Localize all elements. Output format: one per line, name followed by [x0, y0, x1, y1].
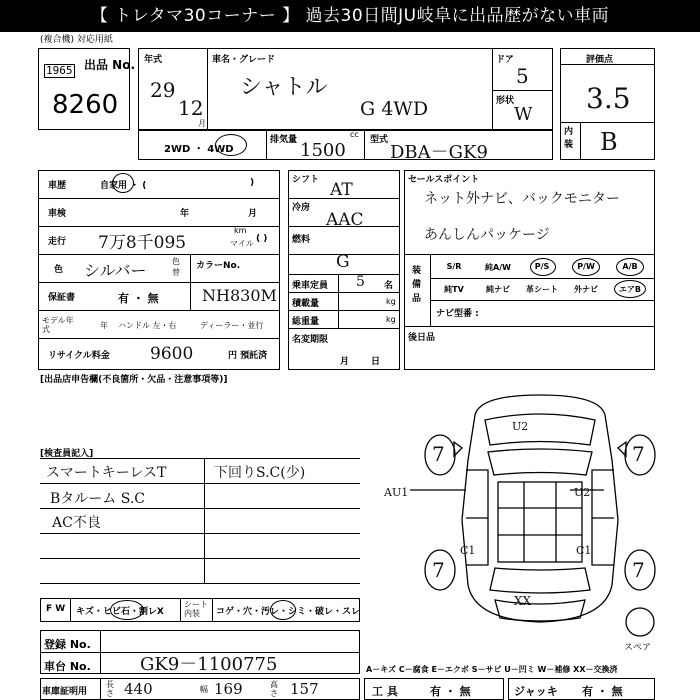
fuel-value: G [336, 252, 350, 272]
mileage-unit-mile: マイル [230, 239, 254, 248]
jack-options: 有 ・ 無 [582, 685, 623, 698]
inspector-left2: Bタルーム S.C [50, 491, 145, 507]
lot-label: 出品 No. [84, 58, 136, 72]
seat-label: シート内装 [184, 600, 208, 618]
recycle-value: 9600 [150, 344, 194, 364]
color-value: シルバー [84, 261, 147, 280]
tire-rear-right: 7 [632, 558, 645, 582]
handle-options: ハンドル 左・右 [118, 321, 177, 330]
defect-legend: A－キズ C－腐食 E－エクボ S－サビ U－凹ミ W－補修 XX－交換済 [366, 665, 618, 674]
color-code-value: NH830M [202, 286, 277, 305]
capacity-unit: 名 [384, 281, 394, 291]
month-unit: 月 [198, 119, 206, 128]
shift-label: シフト [292, 175, 320, 185]
model-name: シャトル [240, 75, 328, 100]
drive-4wd-circle [215, 134, 247, 156]
model-grade: G 4WD [360, 98, 429, 120]
damage-u2-top: U2 [512, 420, 529, 433]
cert-hei: 157 [290, 680, 319, 698]
navi-model-label: ナビ型番 : [436, 309, 479, 319]
multi-note: (複合機) 対応用紙 [40, 35, 113, 45]
chassis-value: GK9－1100775 [140, 654, 278, 675]
aircon-label: 冷房 [292, 203, 311, 213]
recycle-unit: 円 預託済 [228, 351, 268, 361]
year-era: 29 [150, 78, 176, 102]
equip-airb: エアB [618, 285, 642, 294]
tire-front-left: 7 [432, 442, 445, 466]
model-year-label: モデル年式 [42, 316, 74, 334]
history-circle [112, 173, 134, 193]
cert-label: 車庫証明用 [42, 687, 88, 697]
equip-pw: P/W [577, 262, 595, 271]
registration-label: 登録 No. [44, 638, 91, 651]
mileage-unit-km: km [234, 226, 247, 235]
seat-circle [270, 600, 296, 620]
drive-options: 2WD ・ 4WD [164, 144, 234, 155]
interior-label: 内装 [564, 127, 574, 150]
damage-c1-left: C1 [460, 544, 476, 557]
lot-number: 8260 [52, 90, 119, 120]
color-change-label: 色替 [172, 257, 180, 277]
shaken-label: 車検 [48, 209, 67, 219]
gross-label: 総重量 [292, 317, 320, 327]
spare-label: スペア [624, 643, 652, 653]
inspector-left1: スマートキーレスT [46, 465, 167, 481]
later-label: 後日品 [408, 333, 436, 343]
doors-value: 5 [516, 64, 529, 88]
damage-u2-side: U2 [574, 486, 591, 499]
score-value: 3.5 [586, 82, 631, 115]
fw-items: キズ・ヒビ石・割レX [76, 607, 164, 617]
history-close: ) [250, 178, 255, 188]
warranty-label: 保証書 [48, 293, 76, 303]
disp-label: 排気量 [270, 135, 298, 145]
inspector-header: [検査員記入] [40, 449, 94, 459]
load-unit: kg [386, 297, 396, 306]
disp-value: 1500 [300, 140, 346, 161]
equip-pw-circle [572, 258, 600, 276]
tools-label: 工 具 [372, 685, 398, 698]
color-code-label: カラーNo. [196, 261, 241, 271]
equip-airb-circle [614, 280, 646, 298]
cert-len: 440 [124, 680, 153, 698]
load-label: 積載量 [292, 299, 320, 309]
history-label: 車歴 [48, 181, 67, 191]
recycle-label: リサイクル料金 [48, 351, 110, 361]
seat-items: コゲ・穴・汚レ・シミ・破レ・スレ [216, 607, 361, 617]
tools-options: 有 ・ 無 [430, 685, 471, 698]
equip-leather: 革シート [526, 285, 558, 294]
chassis-label: 車台 No. [44, 660, 91, 673]
reg-date-label: 名変期限 [292, 335, 329, 345]
disp-unit: cc [350, 130, 359, 139]
fw-circle [110, 600, 144, 620]
seller-notes-header: [出品店申告欄(不良箇所・欠品・注意事項等)] [40, 375, 228, 385]
cert-len-label: 長さ [106, 680, 114, 698]
left-info-table [38, 170, 280, 370]
sales-line1: ネット外ナビ、バックモニター [424, 191, 620, 207]
shaken-month: 月 [248, 209, 258, 219]
cert-hei-label: 高さ [270, 680, 278, 698]
car-diagram [400, 390, 670, 660]
shaken-year: 年 [180, 209, 190, 219]
history-options: 自家用 ・ ( [100, 181, 147, 191]
tire-front-right: 7 [632, 442, 645, 466]
aircon-value: AAC [326, 210, 364, 230]
tire-rear-left: 7 [432, 558, 445, 582]
damage-xx: XX [514, 594, 532, 608]
equip-ab: A/B [622, 262, 638, 271]
gross-unit: kg [386, 315, 396, 324]
reg-date-unit: 月日 [340, 357, 403, 367]
damage-au1: AU1 [384, 486, 409, 499]
fuel-label: 燃料 [292, 235, 311, 245]
model-label: 車名・グレード [212, 55, 276, 65]
equip-navi: 純ナビ [486, 285, 510, 294]
equipment-label: 装備品 [412, 266, 422, 304]
year-month: 12 [178, 96, 204, 120]
shape-value: W [514, 104, 533, 125]
equip-tv: 純TV [444, 285, 464, 294]
sales-label: セールスポイント [408, 175, 480, 185]
fw-label: F W [46, 604, 66, 614]
cert-wid-label: 幅 [200, 685, 208, 694]
banner-title: 【 トレタマ30コーナー 】 過去30日間JU岐阜に出品歴がない車両 [0, 0, 700, 32]
dealer-options: ディーラー・並行 [200, 321, 264, 330]
equip-sr: S/R [446, 262, 462, 271]
mileage-value: 7万8千095 [98, 233, 187, 253]
equip-ps-circle [530, 258, 556, 276]
warranty-options: 有 ・ 無 [118, 292, 159, 305]
inspector-left3: AC不良 [52, 515, 101, 531]
year-label: 年式 [144, 55, 163, 65]
model-year-unit: 年 [100, 321, 108, 330]
damage-c1-right: C1 [576, 544, 592, 557]
shape-label: 形状 [496, 96, 515, 106]
equip-ext-navi: 外ナビ [574, 285, 598, 294]
equip-aw: 純A/W [485, 263, 511, 272]
cert-wid: 169 [214, 680, 243, 698]
doors-label: ドア [496, 55, 514, 65]
capacity-label: 乗車定員 [292, 281, 329, 291]
interior-value: B [600, 128, 618, 156]
equip-ab-circle [616, 258, 644, 276]
equip-ps: P/S [534, 262, 550, 271]
type-value: DBA－GK9 [390, 142, 488, 163]
capacity-value: 5 [356, 274, 365, 290]
lot-stamp: 1965 [46, 64, 73, 77]
score-label: 評価点 [586, 55, 614, 65]
mileage-label: 走行 [48, 237, 67, 247]
mileage-paren: ( ) [256, 234, 268, 244]
jack-label: ジャッキ [514, 685, 558, 698]
shift-value: AT [330, 180, 353, 200]
color-label: 色 [54, 265, 64, 275]
type-label: 型式 [370, 135, 389, 145]
sales-line2: あんしんパッケージ [424, 227, 550, 243]
inspector-right1: 下回りS.C(少) [214, 465, 306, 481]
